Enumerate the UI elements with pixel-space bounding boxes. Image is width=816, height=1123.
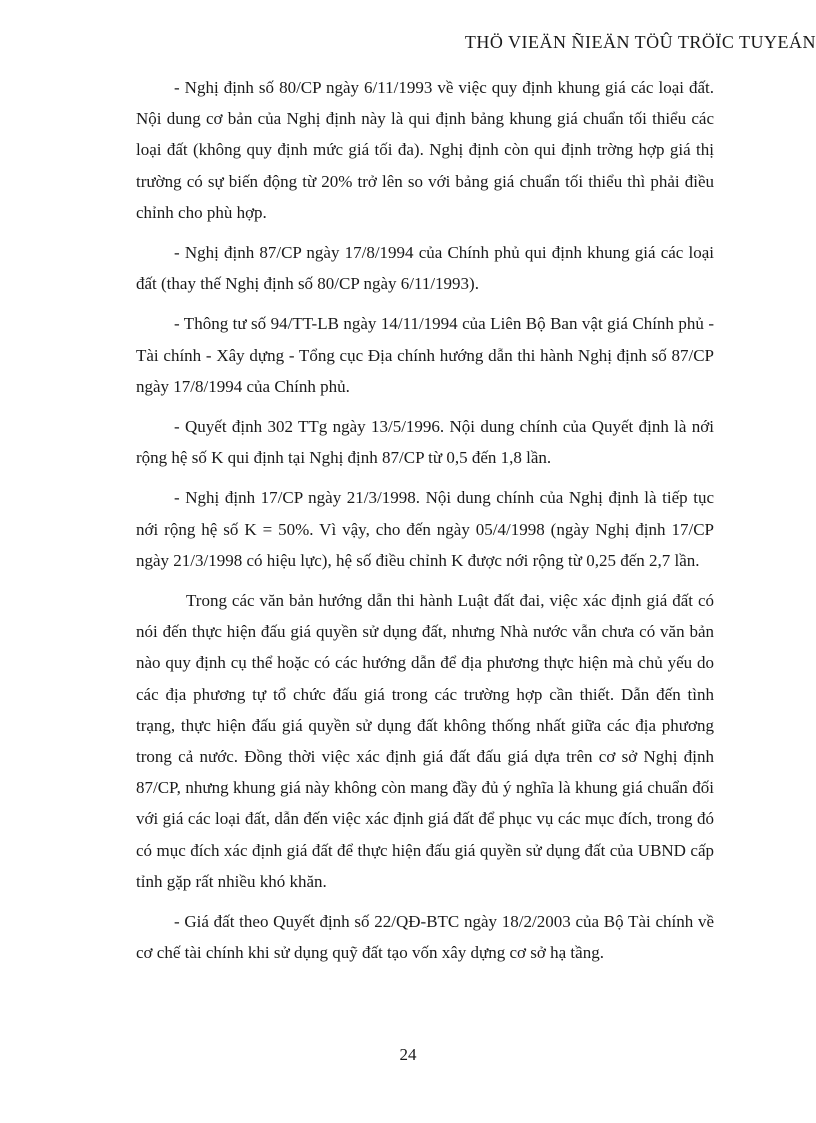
paragraph-decree-80: - Nghị định số 80/CP ngày 6/11/1993 về việc quy định khung giá các loại đất. Nội dung cơ bản của Nghị định này là qui định bảng khung giá chuẩn tối thiểu các loại đất (không quy định mức giá tối đa). Nghị định còn qui định trờng hợp giá thị trường có sự biến động từ 20% trở lên so với bảng giá chuẩn tối thiểu thì phải điều chỉnh cho phù hợp. xyxy=(136,78,714,222)
paragraph-decree-17: - Nghị định 17/CP ngày 21/3/1998. Nội dung chính của Nghị định là tiếp tục nới rộng hệ số K = 50%. Vì vậy, cho đến ngày 05/4/1998 (ngày Nghị định 17/CP ngày 21/3/1998 có hiệu lực), hệ số điều chỉnh K được nới rộng từ 0,25 đến 2,7 lần. xyxy=(136,488,714,570)
page-header: THÖ VIEÄN ÑIEÄN TÖÛ TRÖÏC TUYEÁN xyxy=(464,32,816,52)
paragraph-decree-87: - Nghị định 87/CP ngày 17/8/1994 của Chính phủ qui định khung giá các loại đất (thay thế Nghị định số 80/CP ngày 6/11/1993). xyxy=(136,243,714,294)
paragraph-decision-22: - Giá đất theo Quyết định số 22/QĐ-BTC ngày 18/2/2003 của Bộ Tài chính về cơ chế tài chính khi sử dụng quỹ đất tạo vốn xây dựng cơ sở hạ tầng. xyxy=(136,912,714,963)
page-number: 24 xyxy=(399,1045,417,1064)
paragraph-land-law-guidance: Trong các văn bản hướng dẫn thi hành Luật đất đai, việc xác định giá đất có nói đến thực hiện đấu giá quyền sử dụng đất, nhưng Nhà nước vẫn chưa có văn bản nào quy định cụ thể hoặc có các hướng dẫn để địa phương thực hiện mà chủ yếu do các địa phương tự tổ chức đấu giá trong các trường hợp cần thiết. Dẫn đến tình trạng, thực hiện đấu giá quyền sử dụng đất không thống nhất giữa các địa phương trong cả nước. Đồng thời việc xác định giá đất đấu giá dựa trên cơ sở Nghị định 87/CP, nhưng khung giá này không còn mang đầy đủ ý nghĩa là khung giá chuẩn đối với giá các loại đất, dẫn đến việc xác định giá đất để phục vụ các mục đích, trong đó có mục đích xác định giá đất để thực hiện đấu giá quyền sử dụng đất của UBND cấp tỉnh gặp rất nhiều khó khăn. xyxy=(136,591,714,891)
paragraph-circular-94: - Thông tư số 94/TT-LB ngày 14/11/1994 của Liên Bộ Ban vật giá Chính phủ - Tài chính - Xây dựng - Tổng cục Địa chính hướng dẫn thi hành Nghị định số 87/CP ngày 17/8/1994 của Chính phủ. xyxy=(136,314,714,396)
paragraph-decision-302: - Quyết định 302 TTg ngày 13/5/1996. Nội dung chính của Quyết định là nới rộng hệ số K qui định tại Nghị định 87/CP từ 0,5 đến 1,8 lần. xyxy=(136,417,714,468)
document-body xyxy=(136,72,714,977)
